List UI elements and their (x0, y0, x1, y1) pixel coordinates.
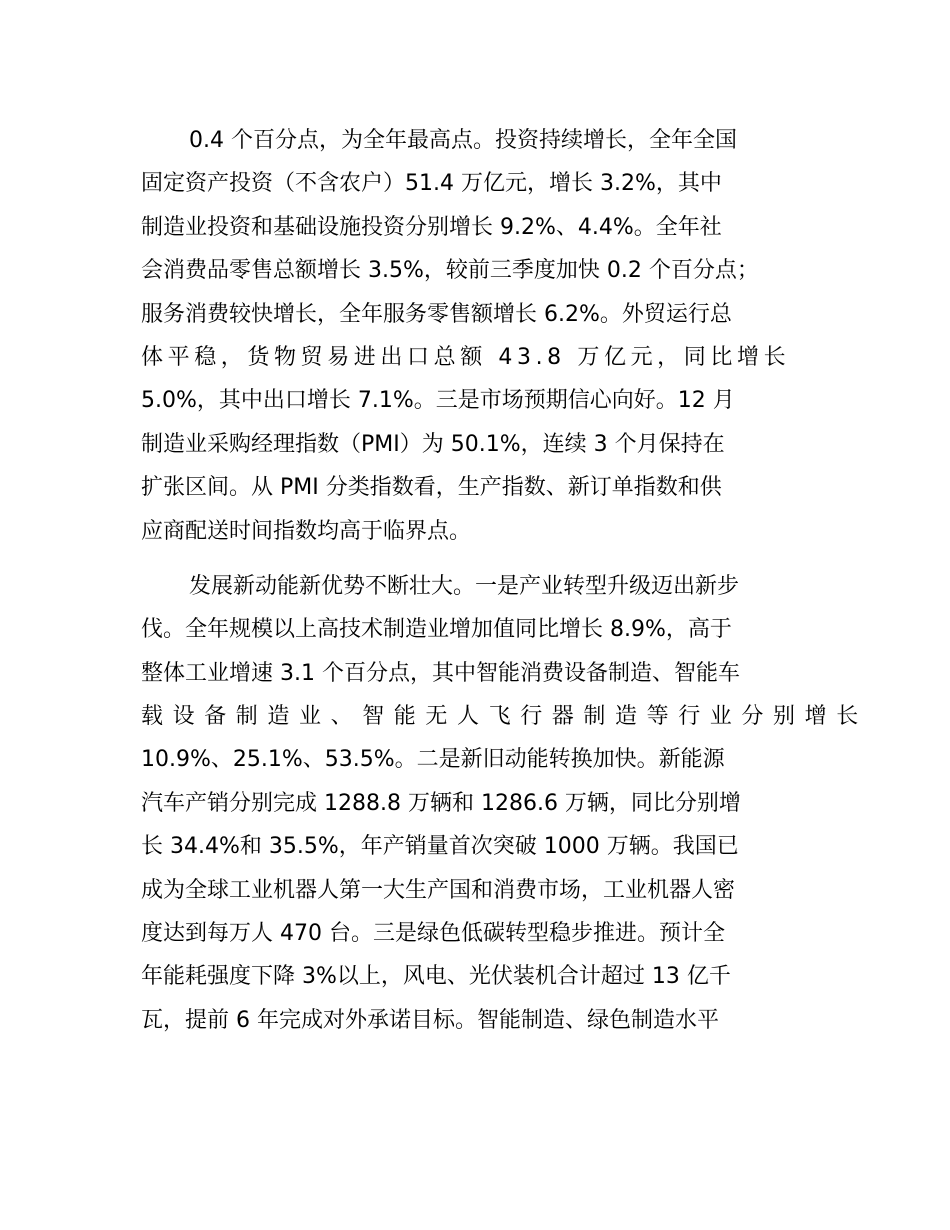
text-line-content: 载设备制造业、智能无人飞行器制造等行业分别增长 (141, 704, 868, 730)
text-line (141, 162, 811, 205)
text-line-content: 5.0%，其中出口增长 7.1%。三是市场预期信心向好。12 月 (141, 388, 735, 414)
text-line (141, 466, 811, 509)
text-line-content: 服务消费较快增长，全年服务零售额增长 6.2%。外贸运行总 (141, 301, 732, 327)
text-line-content: 扩张区间。从 PMI 分类指数看，生产指数、新订单指数和供 (141, 475, 722, 501)
text-line (141, 423, 811, 466)
text-line-content: 度达到每万人 470 台。三是绿色低碳转型稳步推进。预计全 (141, 921, 725, 947)
text-line (141, 912, 811, 955)
text-line (141, 782, 811, 825)
text-line-content: 会消费品零售总额增长 3.5%，较前三季度加快 0.2 个百分点； (141, 258, 759, 284)
text-line-content: 固定资产投资（不含农户）51.4 万亿元，增长 3.2%，其中 (141, 171, 722, 197)
text-line-content: 年能耗强度下降 3%以上，风电、光伏装机合计超过 13 亿千 (141, 964, 731, 990)
text-line (141, 249, 811, 292)
text-line-content: 10.9%、25.1%、53.5%。二是新旧动能转换加快。新能源 (141, 747, 725, 773)
text-line (141, 955, 811, 998)
text-line (141, 652, 811, 695)
text-line (141, 738, 811, 781)
text-line (141, 510, 811, 553)
text-line (141, 336, 811, 379)
text-line (141, 293, 811, 336)
text-line-content: 伐。全年规模以上高技术制造业增加值同比增长 8.9%，高于 (141, 617, 732, 643)
text-line-content: 整体工业增速 3.1 个百分点，其中智能消费设备制造、智能车 (141, 660, 740, 686)
text-line-content: 发展新动能新优势不断壮大。一是产业转型升级迈出新步 (189, 573, 740, 599)
text-line-content: 成为全球工业机器人第一大生产国和消费市场，工业机器人密 (141, 877, 736, 903)
text-line (141, 119, 811, 162)
text-line (141, 825, 811, 868)
document-body (141, 119, 868, 1042)
text-line-content: 0.4 个百分点，为全年最高点。投资持续增长，全年全国 (189, 128, 737, 153)
text-line-content: 长 34.4%和 35.5%，年产销量首次突破 1000 万辆。我国已 (141, 834, 739, 860)
text-line-content: 汽车产销分别完成 1288.8 万辆和 1286.6 万辆，同比分别增 (141, 790, 741, 816)
text-line-content: 应商配送时间指数均高于临界点。 (141, 518, 472, 544)
text-line (141, 695, 868, 738)
text-line (141, 999, 811, 1042)
text-line-content: 瓦，提前 6 年完成对外承诺目标。智能制造、绿色制造水平 (141, 1007, 719, 1033)
paragraph-1 (141, 119, 811, 553)
text-line-content: 制造业采购经理指数（PMI）为 50.1%，连续 3 个月保持在 (141, 431, 725, 457)
text-line (141, 565, 811, 608)
text-line-content: 体平稳，货物贸易进出口总额 43.8 万亿元，同比增长 (141, 344, 791, 370)
text-line (141, 608, 811, 651)
paragraph-2 (141, 565, 868, 1042)
text-line (141, 206, 811, 249)
text-line-content: 制造业投资和基础设施投资分别增长 9.2%、4.4%。全年社 (141, 214, 722, 240)
text-line (141, 869, 811, 912)
text-line (141, 379, 811, 422)
